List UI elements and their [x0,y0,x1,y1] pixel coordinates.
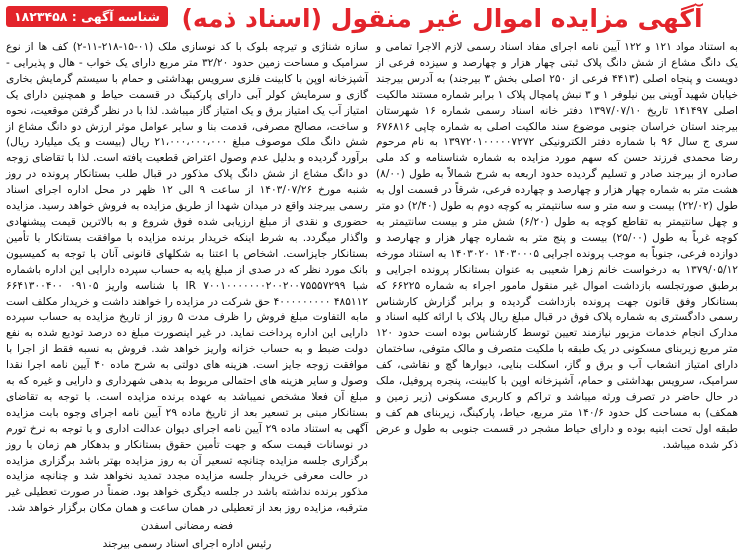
body-right-text: به استناد مواد ۱۲۱ و ۱۲۲ آیین نامه اجرای مفاد اسناد رسمی لازم الاجرا تمامی و یک دانگ مشاع از شش دانگ پلاک ثبتی چهار هزار و چهارصد و سیزده فرعی از دویست و پنجاه اصلی (۴۴۱۳ فرعی از ۲۵۰ اصلی بخش ۳ بیرجند) به آدرس بیرجند خیابان شهید آوینی بین نیلوفر ۱ و ۳ نبش پامچال پلاک ۱ برابر شماره مستند مالکیت اصلی ۱۴۱۴۹۷ تاریخ ۱۳۹۷/۰۷/۱۰ دفتر خانه اسناد رسمی شماره ۱۶ شهرستان بیرجند استان خراسان جنوبی موضوع سند مالکیت اصلی به شماره چاپی ۶۷۶۸۱۶ سری ج سال ۹۶ با شماره دفتر الکترونیکی ۱۳۹۷۲۰۱۰۰۰۰۰۷۲۷۲ به نام مرحوم رضا محمدی فرزند حسن که سهم مورد مزایده به شماره شناسنامه و کد ملی صادره از بیرجند صادر و تسلیم گردیده حدود اربعه به شرح شمالاً به طول (۸/۰۰) هشت متر به شماره چهار هزار و چهارصد و چهارده فرعی، شرقاً در قسمت اول به طول (۲۲/۰۲) بیست و سه متر و سه سانتیمتر به کوچه دوم به طول (۲/۴۰) دو متر و چهل سانتیمتر به تقاطع کوچه به طول (۶/۲۰) شش متر و بیست سانتیمتر به کوچه غرباً به طول (۲۵/۰۰) بیست و پنج متر به شماره چهار هزار و چهارصد و دوازده فرعی، جنوباً به موجب پرونده اجرایی ۱۴۰۳۰۰۰۵ ۱۴۰۳۰۲۰ به استناد مورخه ۱۳۷۹/۰۵/۱۲ به درخواست خانم زهرا شعیبی به عنوان بستانکار پرونده اجرایی و برطبق صورتجلسه بازداشت اموال غیر منقول مامور اجراء به شماره ۶۶۲۲۵ که بستانکار وفق قانون جهت پرونده بازداشت گردیده و برابر گزارش کارشناس رسمی دادگستری به شماره پلاک فوق در قبال مبلغ ریال پلاک با ارائه کلیه اسناد و مدارک انجام خدمات مزبور نیازمند تعیین توسط کارشناس بوده است حدود ۱۲۰ متر مربع زیربنای مسکونی در یک طبقه با ملکیت متصرف و مالک متوفی، ساختمان دارای امتیاز انشعاب آب و برق و گاز، اسکلت بنایی، دیوارها گچ و نقاشی، کف سرامیک، سرویس بهداشتی و حمام، آشپزخانه اوپن با کابینت، پنجره پروفیل، ملک در حال حاضر در تصرف ورثه میباشد و تراکم و کاربری مسکونی (زیر زمین و همکف) به مساحت کل حدود ۱۴۰/۶ متر مربع، حیاط، پارکینگ، زیربنای هم کف و طبقه اول تحت ابنیه بوده و دارای حیاط مشجر در قسمت جنوبی به طول و عرض ذکر شده میباشد. [376,41,739,451]
notice-body [6,40,739,551]
body-left-column [6,40,369,551]
notice-id-badge: شناسه آگهی : ۱۸۲۳۴۵۸ [6,6,168,27]
notice-title: آگهی مزایده اموال غیر منقول (اسناد ذمه) [181,4,703,33]
body-right-column [376,40,738,510]
body-left-text: سازه شناژی و تیرچه بلوک با کد نوسازی ملک (۰۱-۱۵-۲۱۸-۱۱-۲) کف ها از نوع سرامیک و مساحت زمین حدود ۳۲/۲۰ متر مربع دارای یک خواب - هال و پذیرایی - آشپزخانه اوپن با کابینت فلزی سرویس بهداشتی و حمام با سیستم گرمایش بخاری گازی و سرمایش کولر آبی دارای پارکینگ در قسمت حیاط و همچنین دارای یک امتیاز آب یک امتیاز برق و یک امتیاز گاز میباشد. لذا با در نظر گرفتن موقعیت، نحوه و ساخت، مصالح مصرفی، قدمت بنا و سایر عوامل موثر ارزش دو دانگ مشاع از شش دانگ ملک موصوف مبلغ ۲۱،۰۰۰،۰۰۰،۰۰۰ ریال (بیست و یک میلیارد ریال) برآورد گردیده و بدلیل عدم وصول اعتراض قطعیت یافته است. لذا با تقاضای زوجه دو دانگ مشاع از شش دانگ پلاک مذکور در قبال طلب بستانکار پرونده در روز شنبه مورخ ۱۴۰۳/۰۷/۲۶ از ساعت ۹ الی ۱۲ ظهر در محل اداره اجرای اسناد رسمی بیرجند واقع در میدان شهدا از طریق مزایده به فروش خواهد رسید. مزایده حضوری و نقدی از مبلغ ارزیابی شده فوق شروع و به بالاترین قیمت پیشنهادی واگذار میگردد. به شرط اینکه خریدار برنده مزایده با موافقت بستانکار با تأمین بستانکار جایزاست. اشخاص با اعتنا به شکلهای قانونی آنان با توجه به کمیسیون بانک مورد نظر که در صدی از مبلغ پایه به حساب سپرده دارایی این اداره باشماره شبا ۷۰۰۱۰۰۰۰۰۰۰۲۰۰۲۰۰۷۵۵۵۷۲۹۹ IR با شناسه واریز ۰۹۱۰۵ ۶۶۴۱۳۰۰۴۰۰ ۴۸۵۱۱۲ ۴۰۰۰۰۰۰۰۰۰ حق شرکت در مزایده را خواهند داشت و خریدار مکلف است مابه التفاوت مبلغ فروش را ظرف مدت ۵ روز از تاریخ مزایده به حساب سپرده دارایی این اداره پرداخت نماید. در غیر اینصورت مبلغ ده درصد تودیع شده به نفع دولت ضبط و به حساب خزانه واریز خواهد شد. فروش به نسبه فقط از اجرا با موافقت زوجه جایز است. هزینه های دولتی به شرح ماده ۴۰ آیین نامه اجرا نقدا وصول و سایر هزینه های احتمالی مربوط به بدهی شهرداری و دارایی و غیره که به مبلغ آن فعلا مشخص نمیباشد به عهده برنده مزایده است. با توجه به تقاضای بستانکار مبنی بر تسعیر بعد از تاریخ ماده ۲۹ آیین نامه اجرای وجوه بابت مزایده آگهی به استناد ماده ۲۹ آیین نامه اجرای دیوان عدالت اداری و با توجه به نرخ تورم در نوسانات قیمت سکه و جهت تأمین حقوق بستانکار و بدهکار هم زمان با روز برگزاری جلسه مزایده چنانچه تسعیر آن به روز مزایده بهتر باشد برگزاری مزایده در حالت معرفی خریدار جلسه مزایده مجدد تمدید نخواهد شد و چنانچه مزایده مذکور برنده نداشته باشد در جلسه دیگری خواهد بود. ضمناً در صورت تعطیلی غیر مترقبه، مزایده روز بعد از تعطیلی در همان ساعت و همان مکان برگزار خواهد شد. [6,41,369,515]
signature-title: رئیس اداره اجرای اسناد رسمی بیرجند [102,538,272,551]
signature-name: فضه رمضانی اسفدن [140,520,234,533]
